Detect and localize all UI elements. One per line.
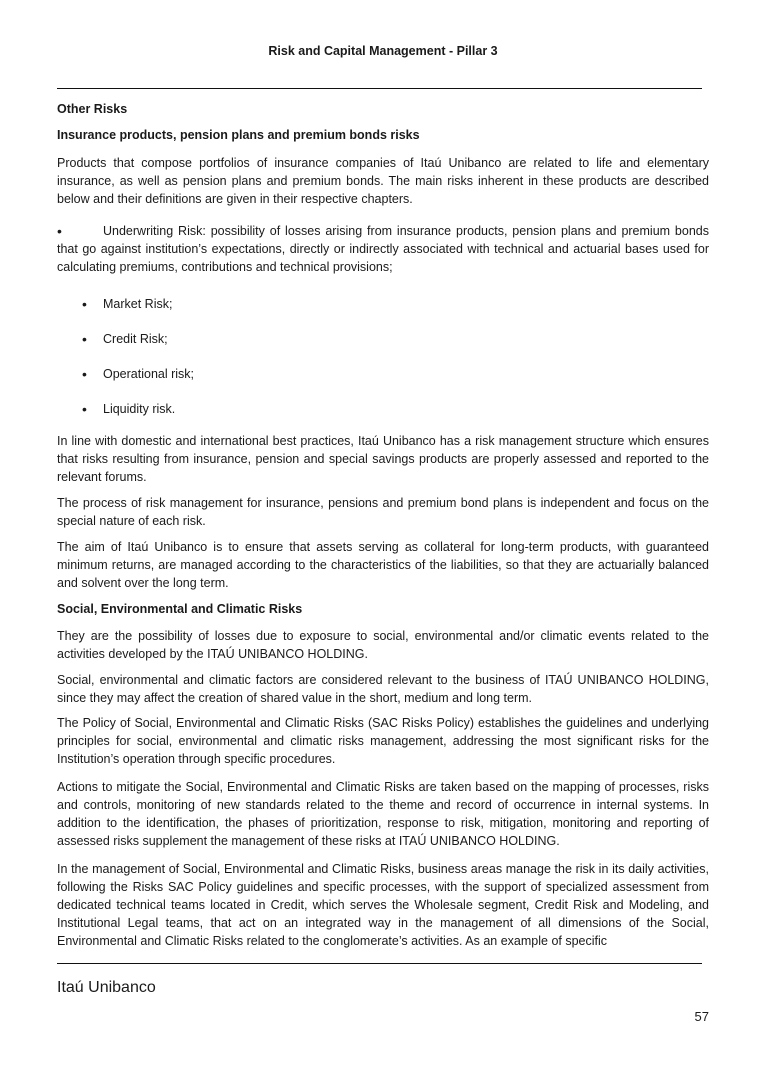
footer-rule	[57, 963, 702, 964]
bullet-icon: •	[82, 401, 87, 417]
bullet-icon: •	[57, 223, 62, 239]
bullet-text: Market Risk;	[103, 297, 173, 311]
bullet-icon: •	[82, 331, 87, 347]
paragraph: The process of risk management for insurance, pensions and premium bond plans is independent and focus on the special nature of each risk.	[57, 496, 709, 528]
bullet-text: Underwriting Risk: possibility of losses arising from insurance products, pension plans and premium bonds that go against institution’s expectations, directly or indirectly associated with technical and actuarial bases used for calculating premiums, contributions and technical provisions;	[57, 224, 709, 274]
paragraph: In the management of Social, Environmental and Climatic Risks, business areas manage the risk in its daily activities, following the Risks SAC Policy guidelines and specific processes, with the support of specialized assessment from dedicated technical teams located in Credit, which serves the Wholesale segment, Credit Risk and Modeling, and Institutional Legal teams, that act on an integrated way in the management of all dimensions of the Social, Environmental and Climatic Risks related to the conglomerate’s activities. As an example of specific	[57, 862, 709, 948]
page-number: 57	[694, 1009, 709, 1024]
page-header-title: Risk and Capital Management - Pillar 3	[268, 44, 498, 58]
bullet-item	[57, 400, 709, 418]
paragraph: The aim of Itaú Unibanco is to ensure that assets serving as collateral for long-term products, with guaranteed minimum returns, are managed according to the characteristics of the liabilities, so that they are actuarially balanced and solvent over the long term.	[57, 540, 709, 590]
bullet-text: Operational risk;	[103, 367, 195, 381]
bullet-item	[57, 330, 709, 348]
bullet-item	[57, 222, 709, 276]
paragraph: In line with domestic and international best practices, Itaú Unibanco has a risk management structure which ensures that risks resulting from insurance, pension and special savings products are properly assessed and reported to the relevant forums.	[57, 434, 709, 484]
paragraph: The Policy of Social, Environmental and Climatic Risks (SAC Risks Policy) establishes the guidelines and underlying principles for social, environmental and climatic risks management, addressing the most significant risks for the Institution’s operation through specific procedures.	[57, 716, 709, 766]
bullet-item	[57, 295, 709, 313]
section2-title: Social, Environmental and Climatic Risks	[57, 602, 303, 616]
bullet-icon: •	[82, 296, 87, 312]
paragraph: They are the possibility of losses due to exposure to social, environmental and/or climatic events related to the activities developed by the ITAÚ UNIBANCO HOLDING.	[57, 629, 709, 661]
paragraph: Products that compose portfolios of insurance companies of Itaú Unibanco are related to life and elementary insurance, as well as pension plans and premium bonds. The main risks inherent in these products are described below and their definitions are given in their respective chapters.	[57, 156, 709, 206]
bullet-text: Credit Risk;	[103, 332, 168, 346]
bullet-item	[57, 365, 709, 383]
paragraph: Actions to mitigate the Social, Environmental and Climatic Risks are taken based on the mapping of processes, risks and controls, monitoring of new standards related to the theme and record of occurrence in internal systems. In addition to the identification, the phases of prioritization, response to risk, mitigation, monitoring and reporting of assessed risks supplement the management of these risks at ITAÚ UNIBANCO HOLDING.	[57, 780, 709, 848]
footer-company: Itaú Unibanco	[57, 979, 156, 996]
paragraph: Social, environmental and climatic factors are considered relevant to the business of ITAÚ UNIBANCO HOLDING, since they may affect the creation of shared value in the short, medium and long term.	[57, 673, 709, 705]
bullet-icon: •	[82, 366, 87, 382]
section-subtitle: Insurance products, pension plans and premium bonds risks	[57, 128, 420, 142]
bullet-text: Liquidity risk.	[103, 402, 176, 416]
header-rule	[57, 88, 702, 89]
section-title: Other Risks	[57, 102, 128, 116]
